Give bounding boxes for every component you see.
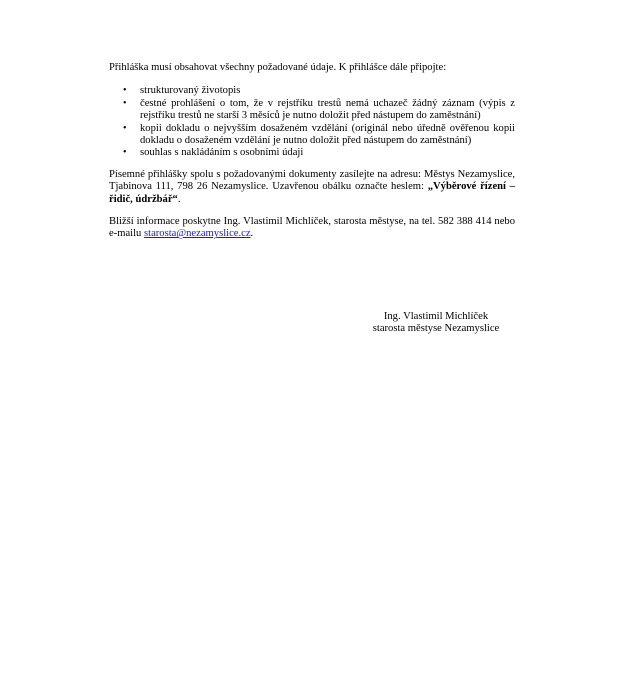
submission-paragraph <box>109 169 515 206</box>
submission-keyword: „Výběrové řízení – řidič, údržbář“ <box>109 181 516 205</box>
attachment-item-criminal-record: • čestné prohlášení o tom, že v rejstříku trestů nemá uchazeč žádný záznam (výpis z rejstříku trestů ne starší 3 měsíců je nutno doložit před nástupem do zaměstnání) <box>109 98 515 123</box>
attachments-list <box>109 85 515 159</box>
contact-end: . <box>250 228 254 240</box>
attachment-item-consent: • souhlas s nakládáním s osobními údaji <box>109 147 515 159</box>
signature-block <box>366 311 506 336</box>
contact-text: Bližší informace poskytne Ing. Vlastimil Michlíček, starosta městyse, na tel. 582 388 414 nebo e-mailu <box>109 216 515 240</box>
contact-paragraph <box>109 216 515 241</box>
document-body <box>109 62 515 241</box>
attachment-item-education: • kopii dokladu o nejvyšším dosaženém vzdělání (originál nebo úředně ověřenou kopii dokladu o dosaženém vzdělání je nutno doložit před nástupem do zaměstnání) <box>109 123 515 148</box>
attachment-item-cv: • strukturovaný životopis <box>109 85 515 97</box>
submission-text: Písemné přihlášky spolu s požadovanými dokumenty zasílejte na adresu: Městys Nezamyslice, Tjabinova 111, 798 26 Nezamyslice. Uzavřenou obálku označte heslem: <box>109 168 515 193</box>
submission-end: . <box>177 193 181 205</box>
intro-paragraph: Přihláška musí obsahovat všechny požadované údaje. K přihlášce dále připojte: <box>109 62 447 73</box>
signature-name: Ing. Vlastimil Michlíček <box>383 311 489 322</box>
signature-title: starosta městyse Nezamyslice <box>372 323 500 335</box>
email-link[interactable]: starosta@nezamyslice.cz <box>144 228 251 240</box>
